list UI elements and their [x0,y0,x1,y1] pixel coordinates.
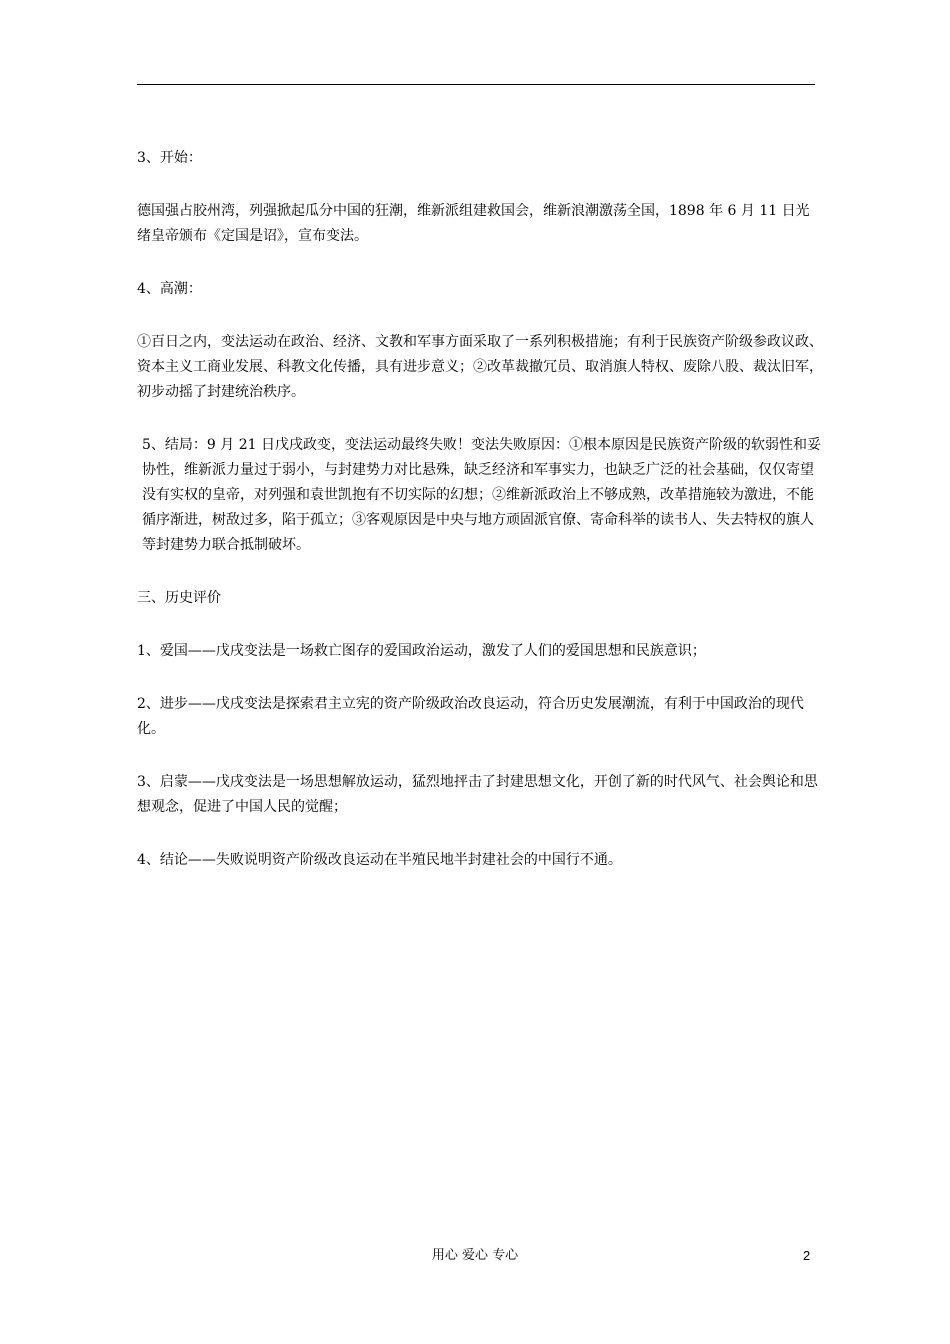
paragraph-patriotic: 1、爱国——戊戌变法是一场救亡图存的爱国政治运动，激发了人们的爱国思想和民族意识； [137,643,706,659]
paragraph-start: 德国强占胶州湾，列强掀起瓜分中国的狂潮，维新派组建救国会，维新浪潮激荡全国，1898 年 6 月 11 日光绪皇帝颁布《定国是诏》，宣布变法。 [137,203,810,244]
section-heading-start: 3、开始： [137,150,202,166]
paragraph-enlightenment: 3、启蒙——戊戌变法是一场思想解放运动，猛烈地抨击了封建思想文化，开创了新的时代风气、社会舆论和思想观念，促进了中国人民的觉醒； [137,774,818,815]
section-heading-evaluation: 三、历史评价 [137,590,221,606]
paragraph-outcome: 5、结局：9 月 21 日戊戌政变，变法运动最终失败！变法失败原因：①根本原因是民族资产阶级的软弱性和妥协性，维新派力量过于弱小，与封建势力对比悬殊，缺乏经济和军事实力，也缺乏广泛的社会基础，仅仅寄望没有实权的皇帝，对列强和袁世凯抱有不切实际的幻想；②维新派政治上不够成熟，改革措施较为激进，不能循序渐进，树敌过多，陷于孤立；③客观原因是中央与地方顽固派官僚、寄命科举的读书人、失去特权的旗人等封建势力联合抵制破坏。 [142,437,821,553]
paragraph-conclusion: 4、结论——失败说明资产阶级改良运动在半殖民地半封建社会的中国行不通。 [137,852,622,868]
document-body [137,146,823,901]
paragraph-climax: ①百日之内，变法运动在政治、经济、文教和军事方面采取了一系列积极措施；有利于民族资产阶级参政议政、资本主义工商业发展、科教文化传播，具有进步意义；②改革裁撤冗员、取消旗人特权、废除八股、裁汰旧军，初步动摇了封建统治秩序。 [137,334,823,400]
section-heading-climax: 4、高潮： [137,281,202,297]
header-rule [137,84,815,85]
paragraph-progressive: 2、进步——戊戌变法是探索君主立宪的资产阶级政治改良运动，符合历史发展潮流，有利于中国政治的现代化。 [137,696,804,737]
page-number: 2 [803,1248,811,1263]
footer-slogan: 用心 爱心 专心 [431,1248,519,1263]
